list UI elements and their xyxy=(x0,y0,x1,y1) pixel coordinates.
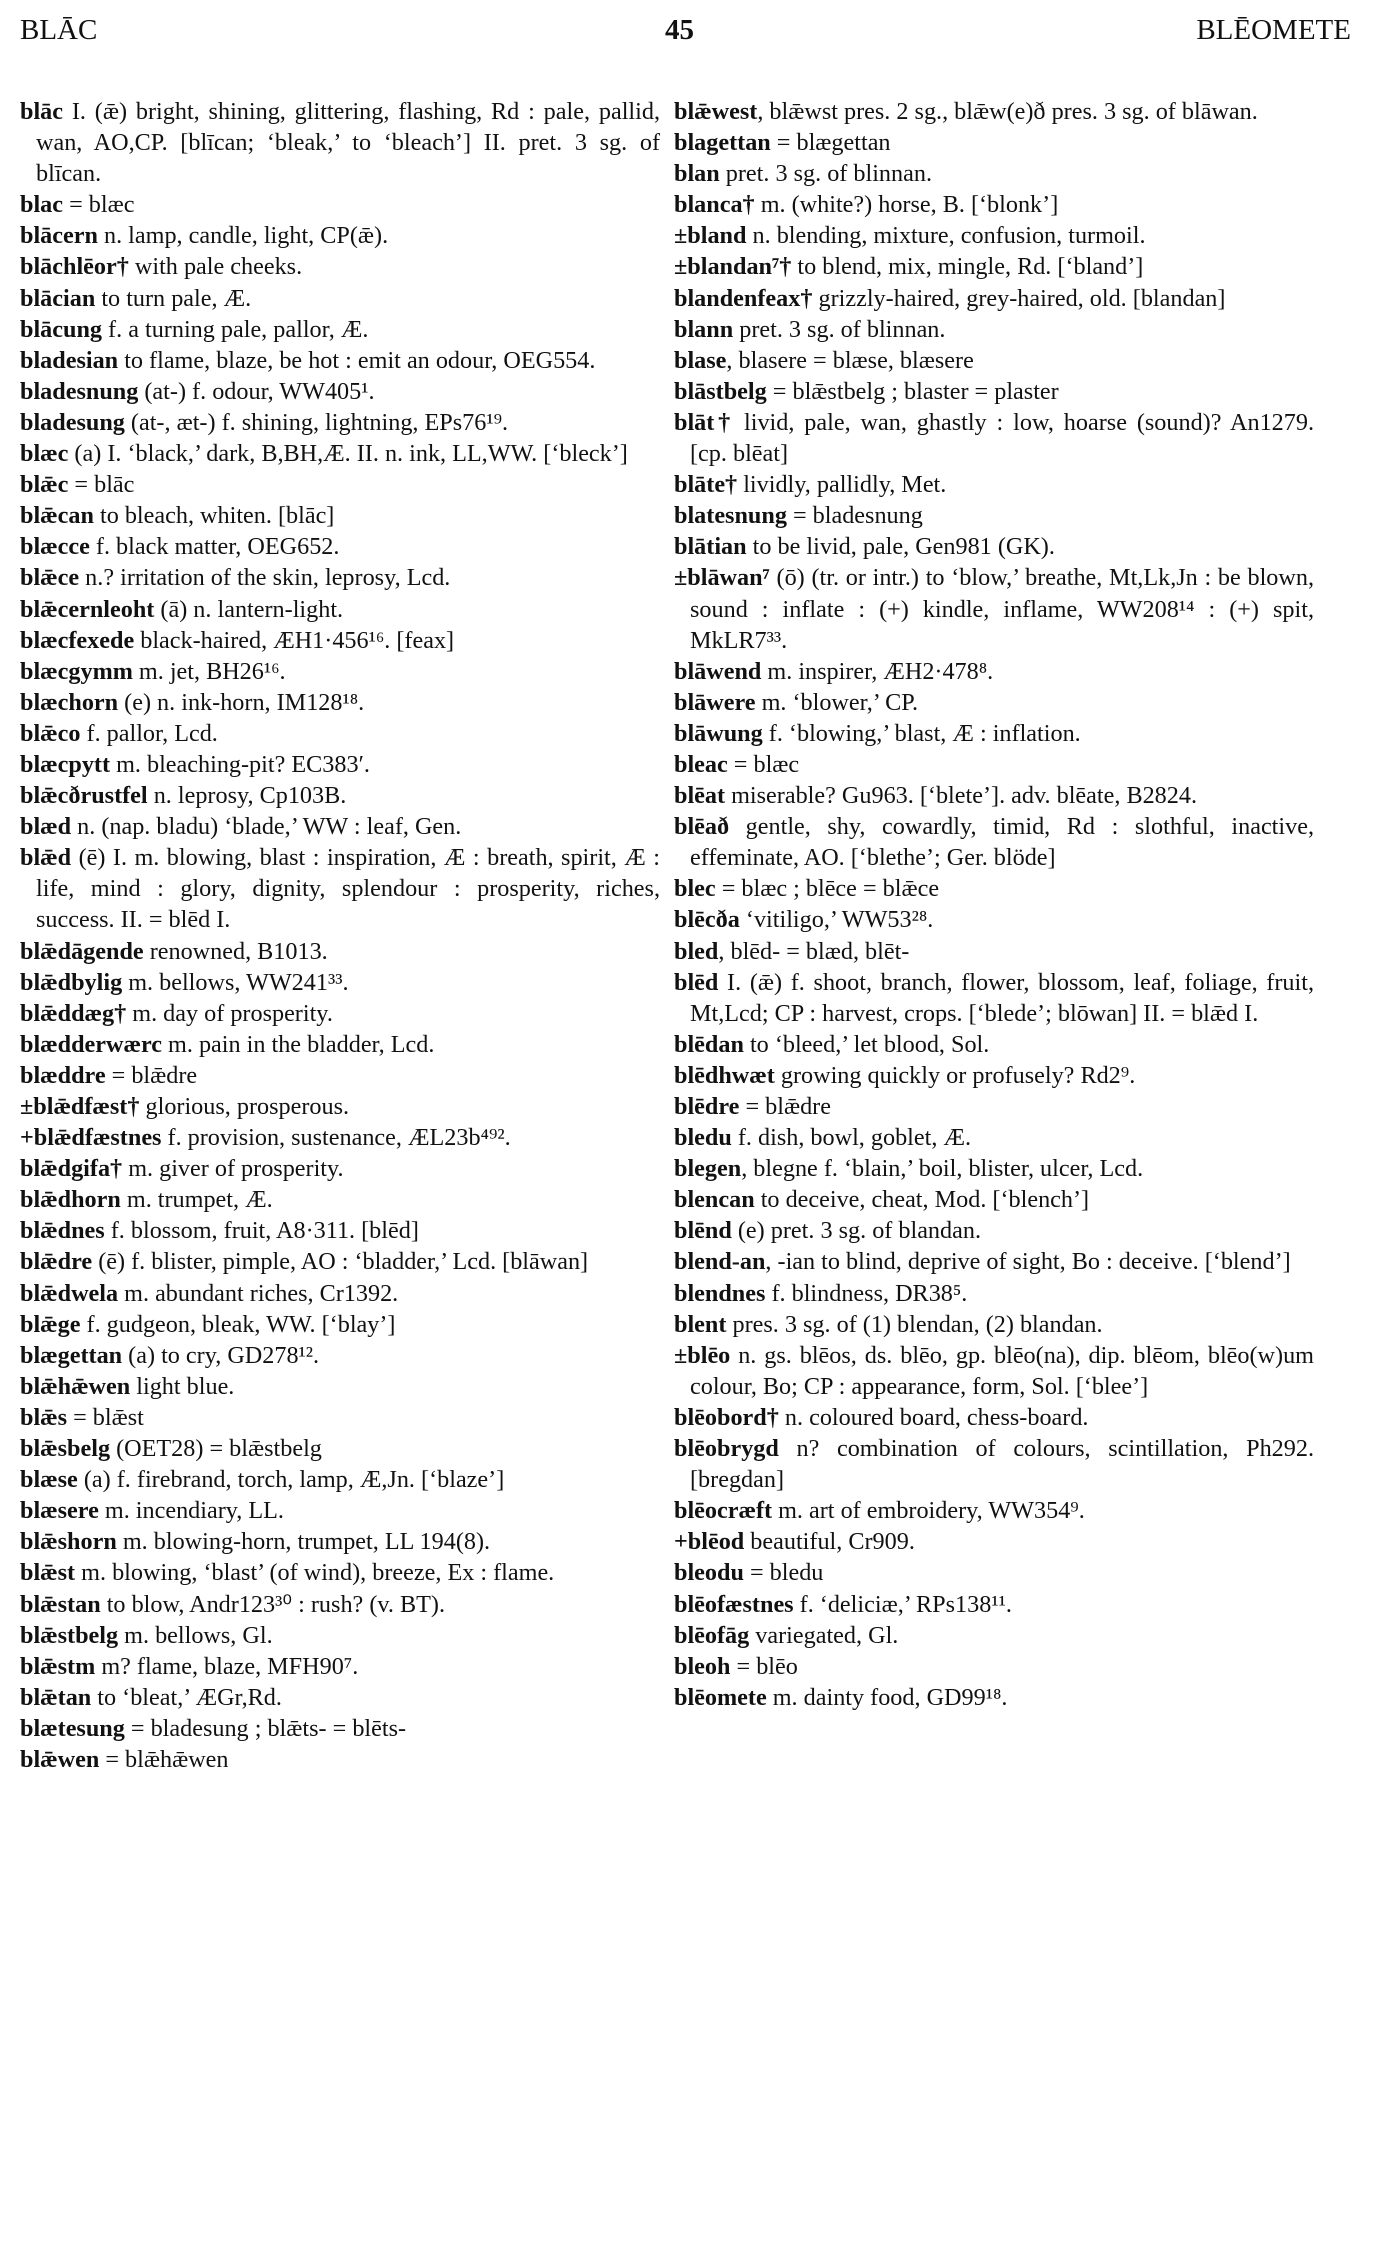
entry-definition: variegated, Gl. xyxy=(749,1621,899,1649)
dictionary-entry xyxy=(674,1557,1314,1588)
entry-headword: blācung xyxy=(20,315,102,343)
dictionary-entry xyxy=(674,96,1314,127)
dictionary-entry xyxy=(674,656,1314,687)
entry-definition: n. lamp, candle, light, CP(ǣ). xyxy=(97,222,389,250)
entry-headword: blase xyxy=(674,346,727,374)
entry-headword: blēnd xyxy=(674,1217,732,1245)
entry-headword: blæd xyxy=(20,813,72,841)
dictionary-entry xyxy=(674,251,1314,282)
entry-headword: blǣstan xyxy=(20,1590,101,1618)
entry-headword: blætesung xyxy=(20,1714,125,1742)
entry-headword: blǣsbelg xyxy=(20,1435,111,1463)
dictionary-entry xyxy=(20,1309,660,1340)
entry-headword: bleodu xyxy=(674,1559,744,1587)
entry-definition: = blǣdre xyxy=(105,1061,198,1089)
entry-definition: f. gudgeon, bleak, WW. [‘blay’] xyxy=(80,1310,396,1338)
dictionary-entry xyxy=(674,1122,1314,1153)
dictionary-entry xyxy=(20,189,660,220)
entry-headword: blǣtan xyxy=(20,1683,92,1711)
dictionary-entry xyxy=(20,376,660,407)
entry-definition: = blēo xyxy=(730,1652,798,1680)
entry-definition: grizzly-haired, grey-haired, old. [blandan] xyxy=(812,284,1226,312)
entry-headword: blent xyxy=(674,1310,727,1338)
dictionary-entry xyxy=(20,967,660,998)
entry-headword: blāwung xyxy=(674,719,763,747)
entry-definition: m. giver of prosperity. xyxy=(122,1155,344,1183)
entry-headword: blǣstm xyxy=(20,1652,96,1680)
entry-headword: blanca† xyxy=(674,191,755,219)
entry-definition: = blǣstbelg ; blaster = plaster xyxy=(766,377,1059,405)
dictionary-entry xyxy=(674,1433,1314,1495)
entry-headword: blātian xyxy=(674,533,747,561)
entry-definition: (at-) f. odour, WW405¹. xyxy=(138,377,375,405)
dictionary-entry xyxy=(20,1651,660,1682)
entry-definition: livid, pale, wan, ghastly : low, hoarse (sound)? An1279. [cp. blēat] xyxy=(690,408,1315,468)
dictionary-entry xyxy=(20,1433,660,1464)
entry-definition: , blegne f. ‘blain,’ boil, blister, ulcer, Lcd. xyxy=(741,1155,1144,1183)
entry-definition: = blægettan xyxy=(770,129,891,157)
entry-definition: m. dainty food, GD99¹⁸. xyxy=(766,1683,1008,1711)
entry-definition: growing quickly or profusely? Rd2⁹. xyxy=(774,1061,1136,1089)
entry-headword: blǣdwela xyxy=(20,1279,119,1307)
dictionary-entry xyxy=(674,345,1314,376)
entry-headword: blācian xyxy=(20,284,96,312)
entry-definition: miserable? Gu963. [‘blete’]. adv. blēate, B2824. xyxy=(725,782,1198,810)
dictionary-entry xyxy=(20,1122,660,1153)
entry-definition: I. (ǣ) f. shoot, branch, flower, blossom, leaf, foliage, fruit, Mt,Lcd; CP : harvest, crops. [‘blede’; blōwan] II. = blǣd I. xyxy=(690,968,1314,1027)
entry-definition: f. ‘blowing,’ blast, Æ : inflation. xyxy=(762,719,1081,747)
right-guide-word: BLĒOMETE xyxy=(1196,14,1351,46)
entry-headword: blǣhǣwen xyxy=(20,1372,131,1400)
dictionary-entry xyxy=(20,1589,660,1620)
dictionary-entry xyxy=(674,1309,1314,1340)
dictionary-entry xyxy=(674,1060,1314,1091)
entry-definition: to ‘bleat,’ ÆGr,Rd. xyxy=(91,1683,282,1711)
entry-definition: f. provision, sustenance, ÆL23b⁴⁹². xyxy=(161,1124,511,1152)
entry-definition: m. blowing-horn, trumpet, LL 194(8). xyxy=(116,1528,491,1556)
entry-headword: ±blǣdfæst† xyxy=(20,1093,140,1120)
dictionary-entry xyxy=(20,1495,660,1526)
dictionary-entry xyxy=(20,1184,660,1215)
entry-definition: m. pain in the bladder, Lcd. xyxy=(161,1030,435,1058)
entry-definition: I. (ǣ) bright, shining, glittering, flashing, Rd : pale, pallid, wan, AO,CP. [blīcan; ‘bleak,’ to ‘bleach’] II. pret. 3 sg. of blīcan. xyxy=(36,98,660,188)
entry-headword: blǣge xyxy=(20,1310,81,1338)
entry-definition: m. day of prosperity. xyxy=(126,999,333,1027)
entry-definition: m. ‘blower,’ CP. xyxy=(755,688,919,716)
dictionary-entry xyxy=(674,1153,1314,1184)
entry-headword: blatesnung xyxy=(674,502,787,530)
entry-definition: to blend, mix, mingle, Rd. [‘bland’] xyxy=(791,253,1144,281)
dictionary-entry xyxy=(20,1526,660,1557)
left-column xyxy=(20,96,660,1775)
dictionary-entry xyxy=(20,500,660,531)
entry-headword: blǣc xyxy=(20,471,69,499)
entry-headword: blæcgymm xyxy=(20,657,133,685)
dictionary-entry xyxy=(20,1091,660,1122)
entry-headword: ±bland xyxy=(674,222,747,250)
entry-headword: blæsere xyxy=(20,1497,99,1525)
entry-definition: m. bellows, Gl. xyxy=(118,1621,273,1649)
entry-definition: to be livid, pale, Gen981 (GK). xyxy=(746,533,1055,561)
entry-headword: bladesian xyxy=(20,346,119,374)
dictionary-entry xyxy=(674,1402,1314,1433)
dictionary-entry xyxy=(20,1682,660,1713)
dictionary-entry xyxy=(20,251,660,282)
entry-headword: blǣdgifa† xyxy=(20,1155,123,1183)
entry-headword: blēdan xyxy=(674,1030,744,1058)
entry-definition: n. leprosy, Cp103B. xyxy=(147,782,347,810)
dictionary-entry xyxy=(20,1153,660,1184)
dictionary-entry xyxy=(20,1744,660,1775)
entry-definition: , blǣwst pres. 2 sg., blǣw(e)ð pres. 3 sg. of blāwan. xyxy=(757,98,1258,125)
entry-definition: (ā) n. lantern-light. xyxy=(154,595,344,623)
entry-headword: ±blēo xyxy=(674,1341,731,1369)
entry-headword: blǣwest xyxy=(674,98,758,125)
entry-headword: blēofāg xyxy=(674,1621,750,1649)
dictionary-entry xyxy=(674,1340,1314,1402)
entry-definition: (e) pret. 3 sg. of blandan. xyxy=(731,1217,981,1245)
entry-definition: (ē) I. m. blowing, blast : inspiration, Æ : breath, spirit, Æ : life, mind : glory, dignity, splendour : prosperity, riches, success. II. = blēd I. xyxy=(36,844,660,934)
entry-definition: f. blossom, fruit, A8·311. [blēd] xyxy=(104,1217,419,1245)
entry-definition: = blæc xyxy=(727,750,800,778)
entry-headword: blac xyxy=(20,191,64,219)
entry-headword: blǣd xyxy=(20,844,72,872)
entry-headword: blāte† xyxy=(674,471,738,499)
entry-definition: = bledu xyxy=(743,1559,824,1587)
entry-headword: blāstbelg xyxy=(674,377,767,405)
dictionary-entry xyxy=(20,314,660,345)
dictionary-entry xyxy=(674,1620,1314,1651)
entry-headword: blǣdre xyxy=(20,1248,93,1276)
entry-definition: (ō) (tr. or intr.) to ‘blow,’ breathe, Mt,Lk,Jn : be blown, sound : inflate : (+) kindle, inflame, WW208¹⁴ : (+) spit, MkLR7³³. xyxy=(690,564,1314,654)
entry-headword: blēdre xyxy=(674,1093,740,1120)
entry-headword: blǣcðrustfel xyxy=(20,782,148,810)
dictionary-entry xyxy=(674,1029,1314,1060)
entry-headword: blēat xyxy=(674,782,726,810)
entry-headword: blæddre xyxy=(20,1061,106,1089)
entry-headword: blǣdāgende xyxy=(20,937,144,965)
entry-definition: (a) I. ‘black,’ dark, B,BH,Æ. II. n. ink, LL,WW. [‘bleck’] xyxy=(68,440,628,468)
entry-definition: black-haired, ÆH1·456¹⁶. [feax] xyxy=(134,626,455,654)
entry-definition: f. black matter, OEG652. xyxy=(89,533,340,561)
dictionary-entry xyxy=(20,749,660,780)
entry-definition: = blæc ; blēce = blǣce xyxy=(715,875,940,903)
dictionary-entry xyxy=(20,687,660,718)
dictionary-entry xyxy=(674,780,1314,811)
dictionary-entry xyxy=(20,718,660,749)
entry-definition: f. pallor, Lcd. xyxy=(80,719,218,747)
entry-headword: bled xyxy=(674,937,719,965)
entry-headword: blægettan xyxy=(20,1341,123,1369)
entry-headword: blāt† xyxy=(674,408,735,436)
entry-headword: blandenfeax† xyxy=(674,284,813,312)
dictionary-entry xyxy=(20,998,660,1029)
entry-headword: bledu xyxy=(674,1124,732,1152)
entry-definition: m. inspirer, ÆH2·478⁸. xyxy=(761,657,994,685)
entry-definition: renowned, B1013. xyxy=(143,937,328,965)
entry-headword: blǣdnes xyxy=(20,1217,105,1245)
dictionary-entry xyxy=(20,1278,660,1309)
entry-definition: , blēd- = blæd, blēt- xyxy=(718,937,910,965)
entry-headword: blǣst xyxy=(20,1559,76,1587)
dictionary-entry xyxy=(20,625,660,656)
entry-definition: ‘vitiligo,’ WW53²⁸. xyxy=(739,906,934,934)
entry-headword: blǣstbelg xyxy=(20,1621,119,1649)
entry-headword: blāc xyxy=(20,98,64,125)
dictionary-entry xyxy=(674,1246,1314,1277)
entry-definition: m. bleaching-pit? EC383′. xyxy=(110,750,370,778)
dictionary-entry xyxy=(20,96,660,189)
entry-definition: gentle, shy, cowardly, timid, Rd : slothful, inactive, effeminate, AO. [‘blethe’; Ger. blöde] xyxy=(690,813,1314,872)
entry-definition: pres. 3 sg. of (1) blendan, (2) blandan. xyxy=(726,1310,1103,1338)
entry-headword: blāchlēor† xyxy=(20,253,129,281)
dictionary-entry xyxy=(674,873,1314,904)
entry-definition: , -ian to blind, deprive of sight, Bo : deceive. [‘blend’] xyxy=(765,1248,1291,1276)
entry-headword: blann xyxy=(674,315,734,343)
entry-definition: (a) f. firebrand, torch, lamp, Æ,Jn. [‘blaze’] xyxy=(77,1466,505,1494)
entry-headword: blend-an xyxy=(674,1248,766,1276)
entry-headword: blǣs xyxy=(20,1403,68,1431)
entry-headword: blegen xyxy=(674,1155,742,1183)
entry-definition: n.? irritation of the skin, leprosy, Lcd. xyxy=(79,564,451,592)
dictionary-entry xyxy=(674,158,1314,189)
page-header xyxy=(20,14,1351,54)
entry-headword: blēað xyxy=(674,813,730,841)
dictionary-entry xyxy=(674,500,1314,531)
entry-definition: = blǣhǣwen xyxy=(99,1745,229,1773)
dictionary-entry xyxy=(20,1557,660,1588)
dictionary-entry xyxy=(674,904,1314,935)
entry-definition: f. a turning pale, pallor, Æ. xyxy=(102,315,369,343)
entry-headword: bladesung xyxy=(20,408,125,436)
entry-definition: pret. 3 sg. of blinnan. xyxy=(719,160,932,188)
entry-headword: blǣddæg† xyxy=(20,999,127,1027)
entry-definition: f. ‘deliciæ,’ RPs138¹¹. xyxy=(793,1590,1012,1618)
entry-definition: to ‘bleed,’ let blood, Sol. xyxy=(743,1030,990,1058)
dictionary-entry xyxy=(20,1620,660,1651)
entry-headword: blēomete xyxy=(674,1683,767,1711)
dictionary-entry xyxy=(20,656,660,687)
entry-definition: (ē) f. blister, pimple, AO : ‘bladder,’ Lcd. [blāwan] xyxy=(92,1248,589,1276)
entry-headword: blǣshorn xyxy=(20,1528,117,1556)
entry-definition: glorious, prosperous. xyxy=(139,1093,350,1120)
entry-headword: blēocræft xyxy=(674,1497,773,1525)
entry-headword: blācern xyxy=(20,222,98,250)
dictionary-entry xyxy=(20,283,660,314)
entry-definition: n. blending, mixture, confusion, turmoil. xyxy=(746,222,1146,250)
dictionary-entry xyxy=(20,220,660,251)
dictionary-entry xyxy=(674,220,1314,251)
entry-definition: f. dish, bowl, goblet, Æ. xyxy=(731,1124,971,1152)
entry-definition: m. art of embroidery, WW354⁹. xyxy=(772,1497,1085,1525)
entry-headword: blǣdbylig xyxy=(20,968,123,996)
dictionary-entry xyxy=(674,1091,1314,1122)
dictionary-entry xyxy=(20,936,660,967)
entry-headword: blendnes xyxy=(674,1279,766,1307)
dictionary-entry xyxy=(674,749,1314,780)
dictionary-entry xyxy=(674,1495,1314,1526)
dictionary-entry xyxy=(674,1682,1314,1713)
dictionary-entry xyxy=(674,562,1314,655)
entry-headword: blēobrygd xyxy=(674,1435,779,1463)
entry-definition: m. (white?) horse, B. [‘blonk’] xyxy=(754,191,1059,219)
entry-definition: = bladesung ; blǣts- = blēts- xyxy=(124,1714,407,1742)
entry-definition: = blǣdre xyxy=(739,1093,831,1120)
dictionary-entry xyxy=(20,780,660,811)
entry-definition: lividly, pallidly, Met. xyxy=(737,471,947,499)
entry-headword: blēd xyxy=(674,968,719,996)
entry-headword: blædderwærc xyxy=(20,1030,162,1058)
right-column xyxy=(674,96,1314,1713)
entry-headword: ±blāwan⁷ xyxy=(674,564,770,592)
dictionary-entry xyxy=(674,718,1314,749)
entry-headword: bleac xyxy=(674,750,728,778)
entry-definition: f. blindness, DR38⁵. xyxy=(765,1279,968,1307)
entry-headword: blāwend xyxy=(674,657,762,685)
dictionary-entry xyxy=(20,1246,660,1277)
entry-headword: blæc xyxy=(20,440,69,468)
dictionary-entry xyxy=(674,1526,1314,1557)
entry-headword: blan xyxy=(674,160,720,188)
entry-headword: blǣcan xyxy=(20,502,94,530)
entry-definition: (a) to cry, GD278¹². xyxy=(122,1341,320,1369)
dictionary-entry xyxy=(674,936,1314,967)
entry-headword: blæse xyxy=(20,1466,78,1494)
entry-definition: to flame, blaze, be hot : emit an odour, OEG554. xyxy=(118,346,596,374)
entry-headword: blǣce xyxy=(20,564,80,592)
entry-headword: blagettan xyxy=(674,129,771,157)
entry-headword: +blēod xyxy=(674,1528,745,1556)
entry-headword: blencan xyxy=(674,1186,755,1214)
dictionary-entry xyxy=(20,345,660,376)
dictionary-entry xyxy=(20,842,660,935)
entry-definition: = bladesnung xyxy=(786,502,923,530)
entry-definition: with pale cheeks. xyxy=(128,253,303,281)
entry-headword: blæcce xyxy=(20,533,90,561)
dictionary-entry xyxy=(674,314,1314,345)
dictionary-entry xyxy=(674,967,1314,1029)
left-guide-word: BLĀC xyxy=(20,14,98,46)
entry-headword: +blǣdfæstnes xyxy=(20,1124,162,1152)
dictionary-entry xyxy=(20,1340,660,1371)
dictionary-entry xyxy=(20,1402,660,1433)
dictionary-entry xyxy=(20,1060,660,1091)
entry-definition: = blæc xyxy=(63,191,135,219)
dictionary-entry xyxy=(20,1713,660,1744)
entry-definition: m. abundant riches, Cr1392. xyxy=(118,1279,399,1307)
entry-headword: blāwere xyxy=(674,688,756,716)
dictionary-entry xyxy=(20,469,660,500)
entry-headword: blēdhwæt xyxy=(674,1061,775,1089)
page-number: 45 xyxy=(665,14,694,46)
entry-definition: (e) n. ink-horn, IM128¹⁸. xyxy=(118,688,365,716)
entry-definition: m. jet, BH26¹⁶. xyxy=(132,657,286,685)
dictionary-entry xyxy=(674,1651,1314,1682)
entry-definition: to deceive, cheat, Mod. [‘blench’] xyxy=(754,1186,1090,1214)
entry-definition: m? flame, blaze, MFH90⁷. xyxy=(95,1652,359,1680)
entry-definition: m. bellows, WW241³³. xyxy=(122,968,349,996)
dictionary-entry xyxy=(674,1215,1314,1246)
dictionary-entry xyxy=(674,811,1314,873)
dictionary-entry xyxy=(20,1029,660,1060)
entry-definition: n. coloured board, chess-board. xyxy=(778,1403,1089,1431)
entry-definition: (OET28) = blǣstbelg xyxy=(110,1435,322,1463)
entry-headword: bladesnung xyxy=(20,377,139,405)
entry-definition: light blue. xyxy=(130,1372,235,1400)
dictionary-entry xyxy=(20,1215,660,1246)
entry-headword: blǣco xyxy=(20,719,81,747)
entry-definition: m. incendiary, LL. xyxy=(98,1497,284,1525)
dictionary-entry xyxy=(674,1589,1314,1620)
dictionary-entry xyxy=(674,189,1314,220)
entry-headword: blēofæstnes xyxy=(674,1590,794,1618)
entry-definition: n. gs. blēos, ds. blēo, gp. blēo(na), dip. blēom, blēo(w)um colour, Bo; CP : appearance, form, Sol. [‘blee’] xyxy=(690,1341,1314,1400)
dictionary-entry xyxy=(20,1464,660,1495)
dictionary-entry xyxy=(674,376,1314,407)
entry-definition: to turn pale, Æ. xyxy=(95,284,252,312)
entry-headword: blǣwen xyxy=(20,1745,100,1773)
entry-definition: = blǣst xyxy=(67,1403,144,1431)
dictionary-entry xyxy=(674,1184,1314,1215)
entry-headword: blæchorn xyxy=(20,688,119,716)
dictionary-entry xyxy=(20,1371,660,1402)
dictionary-entry xyxy=(674,687,1314,718)
entry-headword: ±blandan⁷† xyxy=(674,253,792,281)
entry-headword: blǣcernleoht xyxy=(20,595,155,623)
entry-definition: to blow, Andr123³⁰ : rush? (v. BT). xyxy=(100,1590,445,1618)
entry-headword: bleoh xyxy=(674,1652,731,1680)
entry-definition: = blāc xyxy=(68,471,135,499)
dictionary-entry xyxy=(674,127,1314,158)
entry-headword: blēcða xyxy=(674,906,740,934)
entry-definition: pret. 3 sg. of blinnan. xyxy=(733,315,946,343)
entry-headword: blēobord† xyxy=(674,1403,779,1431)
entry-definition: , blasere = blæse, blæsere xyxy=(726,346,974,374)
dictionary-entry xyxy=(20,438,660,469)
dictionary-entry xyxy=(674,283,1314,314)
entry-definition: n. (nap. bladu) ‘blade,’ WW : leaf, Gen. xyxy=(71,813,462,841)
dictionary-entry xyxy=(20,407,660,438)
entry-definition: m. blowing, ‘blast’ (of wind), breeze, Ex : flame. xyxy=(75,1559,555,1587)
dictionary-entry xyxy=(674,531,1314,562)
entry-headword: blec xyxy=(674,875,716,903)
dictionary-entry xyxy=(674,407,1314,469)
dictionary-entry xyxy=(20,594,660,625)
entry-definition: n? combination of colours, scintillation, Ph292. [bregdan] xyxy=(690,1435,1314,1494)
entry-headword: blæcpytt xyxy=(20,750,111,778)
entry-headword: blǣdhorn xyxy=(20,1186,121,1214)
entry-headword: blæcfexede xyxy=(20,626,135,654)
dictionary-entry xyxy=(20,531,660,562)
entry-definition: m. trumpet, Æ. xyxy=(120,1186,273,1214)
dictionary-entry xyxy=(674,469,1314,500)
dictionary-entry xyxy=(674,1278,1314,1309)
entry-definition: (at-, æt-) f. shining, lightning, EPs76¹⁹. xyxy=(124,408,509,436)
entry-definition: beautiful, Cr909. xyxy=(744,1528,915,1556)
dictionary-entry xyxy=(20,811,660,842)
dictionary-entry xyxy=(20,562,660,593)
entry-definition: to bleach, whiten. [blāc] xyxy=(93,502,335,530)
